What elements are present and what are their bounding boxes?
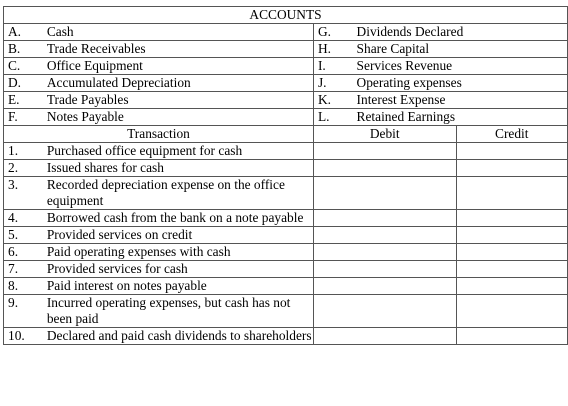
account-row bbox=[4, 24, 568, 41]
transaction-row bbox=[4, 328, 568, 345]
credit-cell[interactable] bbox=[456, 177, 567, 210]
transaction-row bbox=[4, 160, 568, 177]
transaction-number: 2. bbox=[4, 160, 43, 177]
transaction-text: Provided services for cash bbox=[43, 261, 314, 278]
credit-cell[interactable] bbox=[456, 261, 567, 278]
transaction-column-header: Transaction bbox=[4, 126, 314, 143]
accounts-table bbox=[3, 6, 568, 345]
transaction-row bbox=[4, 295, 568, 328]
account-name: Office Equipment bbox=[43, 58, 314, 75]
account-name: Accumulated Depreciation bbox=[43, 75, 314, 92]
transaction-number: 8. bbox=[4, 278, 43, 295]
credit-cell[interactable] bbox=[456, 227, 567, 244]
account-letter: B. bbox=[4, 41, 43, 58]
account-name: Share Capital bbox=[353, 41, 568, 58]
account-row bbox=[4, 109, 568, 126]
account-letter: F. bbox=[4, 109, 43, 126]
debit-cell[interactable] bbox=[313, 177, 456, 210]
account-name: Dividends Declared bbox=[353, 24, 568, 41]
transaction-number: 6. bbox=[4, 244, 43, 261]
transaction-text: Declared and paid cash dividends to shareholders bbox=[43, 328, 314, 345]
account-name: Operating expenses bbox=[353, 75, 568, 92]
account-letter: H. bbox=[313, 41, 352, 58]
transaction-text: Recorded depreciation expense on the office equipment bbox=[43, 177, 314, 210]
account-name: Trade Payables bbox=[43, 92, 314, 109]
credit-cell[interactable] bbox=[456, 210, 567, 227]
account-row bbox=[4, 75, 568, 92]
transaction-number: 4. bbox=[4, 210, 43, 227]
transaction-row bbox=[4, 244, 568, 261]
credit-cell[interactable] bbox=[456, 328, 567, 345]
transaction-header-row bbox=[4, 126, 568, 143]
account-letter: L. bbox=[313, 109, 352, 126]
account-letter: I. bbox=[313, 58, 352, 75]
account-name: Cash bbox=[43, 24, 314, 41]
accounts-worksheet bbox=[3, 6, 568, 345]
account-name: Retained Earnings bbox=[353, 109, 568, 126]
account-letter: G. bbox=[313, 24, 352, 41]
transaction-row bbox=[4, 261, 568, 278]
debit-cell[interactable] bbox=[313, 244, 456, 261]
debit-cell[interactable] bbox=[313, 210, 456, 227]
transaction-number: 5. bbox=[4, 227, 43, 244]
account-row bbox=[4, 41, 568, 58]
credit-column-header: Credit bbox=[456, 126, 567, 143]
account-name: Notes Payable bbox=[43, 109, 314, 126]
account-letter: K. bbox=[313, 92, 352, 109]
account-letter: E. bbox=[4, 92, 43, 109]
transaction-row bbox=[4, 143, 568, 160]
transaction-number: 1. bbox=[4, 143, 43, 160]
transaction-text: Provided services on credit bbox=[43, 227, 314, 244]
transaction-text: Borrowed cash from the bank on a note payable bbox=[43, 210, 314, 227]
account-letter: C. bbox=[4, 58, 43, 75]
transaction-number: 3. bbox=[4, 177, 43, 210]
accounts-header: ACCOUNTS bbox=[4, 7, 568, 24]
transaction-row bbox=[4, 177, 568, 210]
credit-cell[interactable] bbox=[456, 160, 567, 177]
transaction-number: 10. bbox=[4, 328, 43, 345]
account-letter: D. bbox=[4, 75, 43, 92]
account-letter: A. bbox=[4, 24, 43, 41]
debit-cell[interactable] bbox=[313, 227, 456, 244]
transaction-text: Paid operating expenses with cash bbox=[43, 244, 314, 261]
debit-column-header: Debit bbox=[313, 126, 456, 143]
debit-cell[interactable] bbox=[313, 261, 456, 278]
credit-cell[interactable] bbox=[456, 143, 567, 160]
debit-cell[interactable] bbox=[313, 143, 456, 160]
credit-cell[interactable] bbox=[456, 244, 567, 261]
account-letter: J. bbox=[313, 75, 352, 92]
debit-cell[interactable] bbox=[313, 160, 456, 177]
transaction-row bbox=[4, 227, 568, 244]
transaction-row bbox=[4, 210, 568, 227]
account-name: Interest Expense bbox=[353, 92, 568, 109]
account-name: Trade Receivables bbox=[43, 41, 314, 58]
transaction-row bbox=[4, 278, 568, 295]
debit-cell[interactable] bbox=[313, 328, 456, 345]
account-row bbox=[4, 92, 568, 109]
accounts-header-row bbox=[4, 7, 568, 24]
credit-cell[interactable] bbox=[456, 278, 567, 295]
account-name: Services Revenue bbox=[353, 58, 568, 75]
debit-cell[interactable] bbox=[313, 295, 456, 328]
transaction-number: 7. bbox=[4, 261, 43, 278]
transaction-number: 9. bbox=[4, 295, 43, 328]
transaction-text: Paid interest on notes payable bbox=[43, 278, 314, 295]
account-row bbox=[4, 58, 568, 75]
transaction-text: Issued shares for cash bbox=[43, 160, 314, 177]
credit-cell[interactable] bbox=[456, 295, 567, 328]
debit-cell[interactable] bbox=[313, 278, 456, 295]
transaction-text: Incurred operating expenses, but cash has not been paid bbox=[43, 295, 314, 328]
transaction-text: Purchased office equipment for cash bbox=[43, 143, 314, 160]
